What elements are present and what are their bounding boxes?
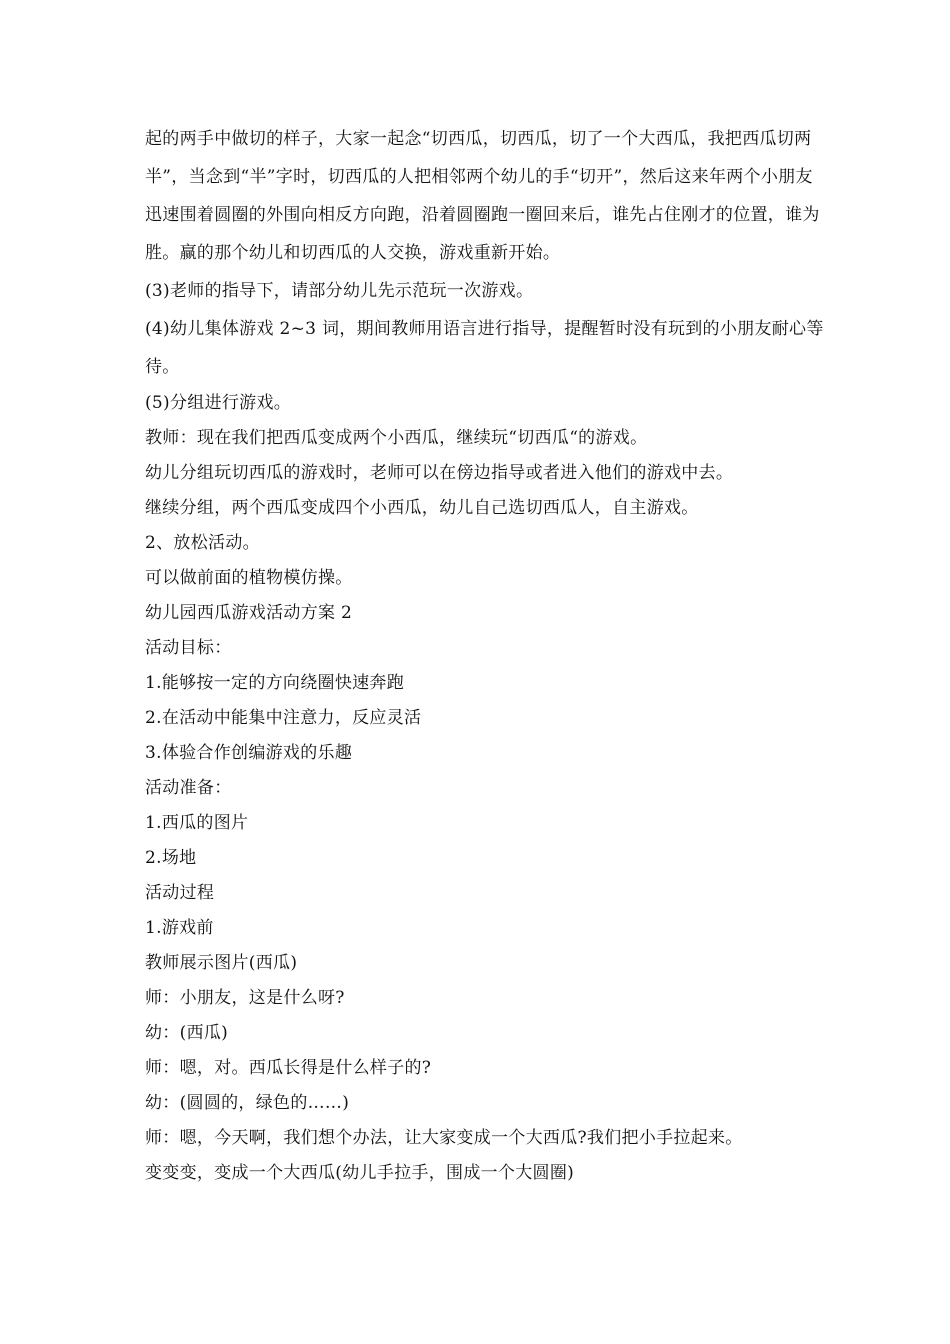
goal-item-3: 3.体验合作创编游戏的乐趣 [145, 743, 353, 763]
goal-item-2: 2.在活动中能集中注意力，反应灵活 [145, 708, 422, 728]
paragraph-show-picture: 教师展示图片(西瓜) [145, 953, 298, 973]
goal-item-1: 1.能够按一定的方向绕圈快速奔跑 [145, 673, 405, 693]
dialogue-teacher-2: 师：嗯，对。西瓜长得是什么样子的? [145, 1058, 432, 1078]
paragraph-split-groups: (5)分组进行游戏。 [145, 393, 292, 413]
preparation-item-2: 2.场地 [145, 848, 197, 868]
paragraph-relax-activity: 2、放松活动。 [145, 533, 260, 553]
paragraph-game-rules: 起的两手中做切的样子，大家一起念“切西瓜，切西瓜，切了一个大西瓜，我把西瓜切两半”，当念到“半”字时，切西瓜的人把相邻两个幼儿的手“切开”，然后这来年两个小朋友迅速围着圆圈的外围向相反方向跑，沿着圆圈跑一圈回来后，谁先占住刚才的位置，谁为胜。赢的那个幼儿和切西瓜的人交换，游戏重新开始。 [145, 129, 820, 263]
paragraph-teacher-two-melons: 教师：现在我们把西瓜变成两个小西瓜，继续玩“切西瓜“的游戏。 [145, 428, 648, 448]
dialogue-teacher-3: 师：嗯，今天啊，我们想个办法，让大家变成一个大西瓜?我们把小手拉起来。 [145, 1128, 743, 1148]
paragraph-big-melon: 变变变，变成一个大西瓜(幼儿手拉手，围成一个大圆圈) [145, 1163, 575, 1183]
paragraph-four-melons: 继续分组，两个西瓜变成四个小西瓜，幼儿自己选切西瓜人，自主游戏。 [145, 498, 699, 518]
paragraph-plant-exercise: 可以做前面的植物模仿操。 [145, 568, 353, 588]
paragraph-teacher-guidance: 幼儿分组玩切西瓜的游戏时，老师可以在傍边指导或者进入他们的游戏中去。 [145, 463, 734, 483]
paragraph-demo: (3)老师的指导下，请部分幼儿先示范玩一次游戏。 [145, 281, 534, 301]
heading-activity-preparation: 活动准备： [145, 778, 232, 798]
heading-activity-process: 活动过程 [145, 883, 215, 903]
dialogue-child-2: 幼：(圆圆的，绿色的……) [145, 1093, 350, 1113]
process-step-1: 1.游戏前 [145, 918, 214, 938]
dialogue-teacher-1: 师：小朋友，这是什么呀? [145, 988, 345, 1008]
preparation-item-1: 1.西瓜的图片 [145, 813, 249, 833]
heading-activity-goals: 活动目标： [145, 638, 232, 658]
section-title-plan-2: 幼儿园西瓜游戏活动方案 2 [145, 603, 353, 623]
paragraph-group-game: (4)幼儿集体游戏 2~3 词，期间教师用语言进行指导，提醒暂时没有玩到的小朋友耐心等待。 [145, 319, 824, 377]
document-body [145, 120, 825, 1191]
dialogue-child-1: 幼：(西瓜) [145, 1023, 229, 1043]
